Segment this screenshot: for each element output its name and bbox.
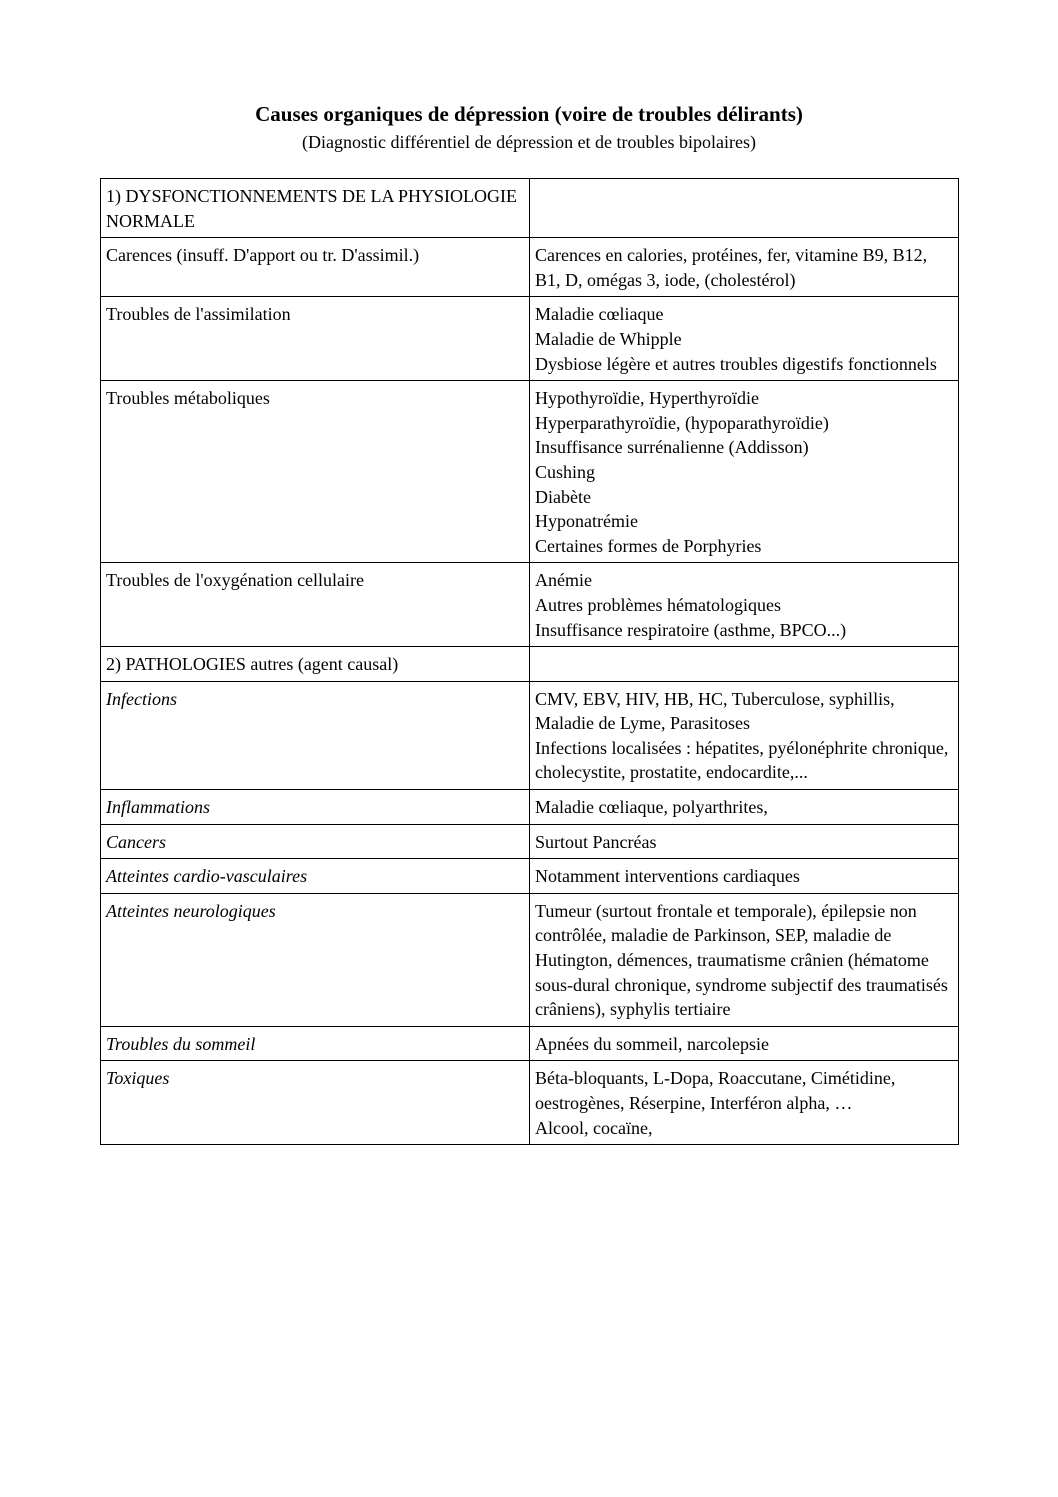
cause-detail-line: Alcool, cocaïne, — [535, 1117, 653, 1138]
table-row — [101, 179, 959, 238]
table-row — [101, 563, 959, 647]
table-row — [101, 647, 959, 682]
table-row — [101, 824, 959, 859]
cause-category-cell: Troubles métaboliques — [101, 381, 530, 563]
cause-detail-line: Autres problèmes hématologiques — [535, 594, 781, 615]
cause-detail-line: Hyponatrémie — [535, 511, 638, 532]
cause-category-cell: 1) DYSFONCTIONNEMENTS DE LA PHYSIOLOGIE NORMALE — [101, 179, 530, 238]
table-row — [101, 859, 959, 894]
table-row — [101, 1026, 959, 1061]
cause-detail-line: Infections localisées : hépatites, pyélonéphrite chronique, cholecystite, prostatite, endocardite,... — [535, 737, 949, 783]
table-row — [101, 381, 959, 563]
cause-detail-line: Cushing — [535, 461, 596, 482]
cause-category-cell: Troubles du sommeil — [101, 1026, 530, 1061]
table-row — [101, 1061, 959, 1145]
cause-detail-line: Hyperparathyroïdie, (hypoparathyroïdie) — [535, 412, 829, 433]
cause-details-cell — [530, 681, 959, 789]
cause-detail-line: Anémie — [535, 570, 592, 591]
cause-category-cell: Inflammations — [101, 790, 530, 825]
cause-detail-line: Certaines formes de Porphyries — [535, 535, 762, 556]
cause-detail-line: Apnées du sommeil, narcolepsie — [535, 1033, 769, 1054]
table-row — [101, 681, 959, 789]
cause-detail-line: Surtout Pancréas — [535, 831, 657, 852]
cause-detail-line: Maladie cœliaque — [535, 304, 664, 325]
cause-details-cell — [530, 1061, 959, 1145]
cause-details-cell — [530, 647, 959, 682]
cause-category-cell: Atteintes neurologiques — [101, 893, 530, 1026]
cause-detail-line: Notamment interventions cardiaques — [535, 866, 800, 887]
cause-details-cell — [530, 563, 959, 647]
cause-detail-line: Hypothyroïdie, Hyperthyroïdie — [535, 388, 759, 409]
cause-detail-line: Béta-bloquants, L-Dopa, Roaccutane, Cimétidine, oestrogènes, Réserpine, Interféron alpha, … — [535, 1068, 896, 1113]
cause-category-cell: Troubles de l'assimilation — [101, 297, 530, 381]
cause-category-cell: Toxiques — [101, 1061, 530, 1145]
cause-details-cell — [530, 297, 959, 381]
cause-details-cell — [530, 1026, 959, 1061]
cause-category-cell: Cancers — [101, 824, 530, 859]
cause-detail-line: Diabète — [535, 486, 591, 507]
table-row — [101, 893, 959, 1026]
cause-detail-line: Maladie cœliaque, polyarthrites, — [535, 797, 768, 818]
cause-detail-line: Dysbiose légère et autres troubles digestifs fonctionnels — [535, 353, 937, 374]
table-row — [101, 238, 959, 297]
document-title: Causes organiques de dépression (voire de troubles délirants) — [255, 102, 803, 126]
cause-details-cell — [530, 893, 959, 1026]
cause-detail-line: Carences en calories, protéines, fer, vitamine B9, B12, B1, D, omégas 3, iode, (cholestérol) — [535, 245, 928, 290]
cause-category-cell: Troubles de l'oxygénation cellulaire — [101, 563, 530, 647]
cause-detail-line: Maladie de Whipple — [535, 328, 682, 349]
cause-category-cell: Atteintes cardio-vasculaires — [101, 859, 530, 894]
cause-category-cell: Infections — [101, 681, 530, 789]
cause-details-cell — [530, 381, 959, 563]
causes-table — [100, 178, 959, 1145]
cause-category-cell: 2) PATHOLOGIES autres (agent causal) — [101, 647, 530, 682]
cause-detail-line: CMV, EBV, HIV, HB, HC, Tuberculose, syphillis, Maladie de Lyme, Parasitoses — [535, 688, 895, 734]
cause-details-cell — [530, 824, 959, 859]
causes-table-body — [101, 179, 959, 1145]
cause-detail-line: Tumeur (surtout frontale et temporale), épilepsie non contrôlée, maladie de Parkinson, SEP, maladie de Hutington, démences, traumatisme crânien (hématome sous-dural chronique, syndrome subjectif des traumatisés crâniens), syphylis tertiaire — [535, 900, 948, 1020]
cause-detail-line: Insuffisance respiratoire (asthme, BPCO...) — [535, 619, 847, 640]
cause-details-cell — [530, 238, 959, 297]
cause-detail-line: Insuffisance surrénalienne (Addisson) — [535, 437, 809, 458]
cause-details-cell — [530, 859, 959, 894]
table-row — [101, 297, 959, 381]
cause-category-cell: Carences (insuff. D'apport ou tr. D'assimil.) — [101, 238, 530, 297]
cause-details-cell — [530, 790, 959, 825]
document-subtitle: (Diagnostic différentiel de dépression et de troubles bipolaires) — [301, 132, 757, 152]
cause-details-cell — [530, 179, 959, 238]
table-row — [101, 790, 959, 825]
